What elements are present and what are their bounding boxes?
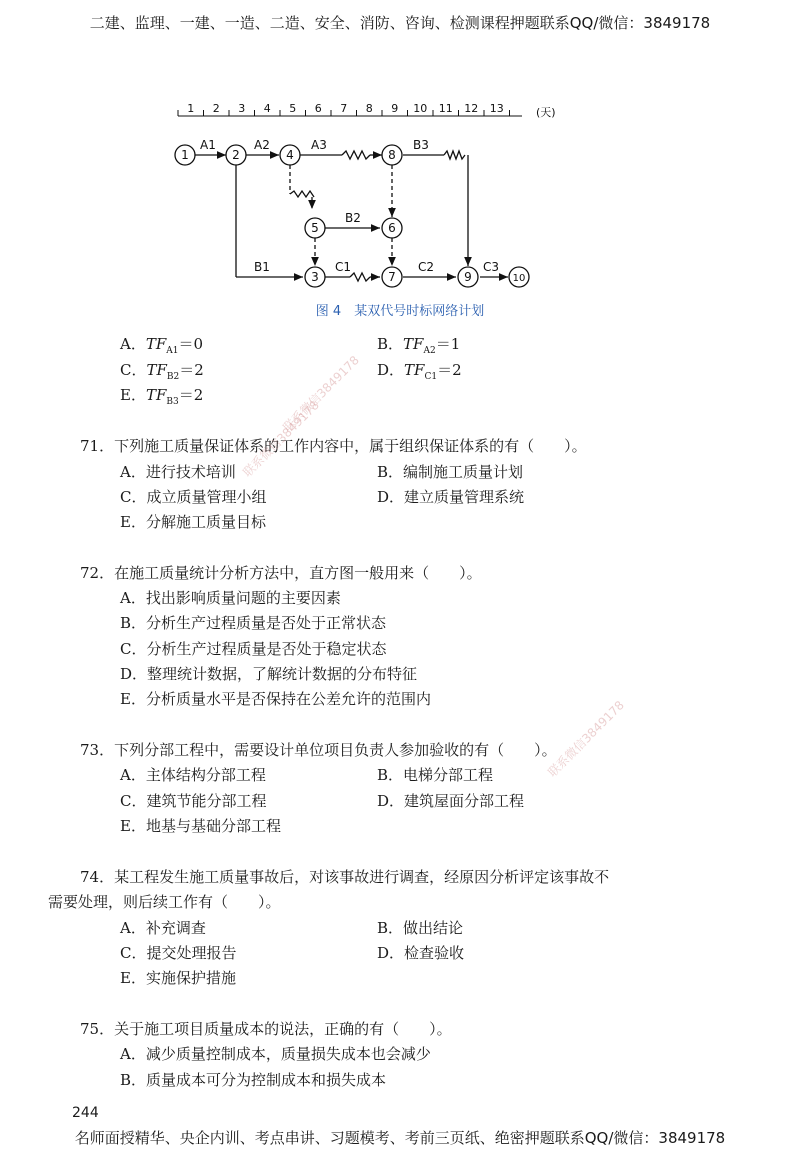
q71-stem: 71．下列施工质量保证体系的工作内容中，属于组织保证体系的有（ ）。 — [80, 437, 587, 455]
q70-option-e: E．$TF_{B3}=2$ — [120, 386, 204, 407]
figure-caption: 图 4 某双代号时标网络计划 — [315, 304, 485, 319]
edge-label-a3: A3 — [311, 138, 327, 152]
scale-number: 5 — [289, 102, 297, 115]
q74-stem-line2: 需要处理，则后续工作有（ ）。 — [48, 893, 281, 911]
watermark: 联系微信3849178 — [240, 398, 322, 480]
bottom-footer: 名师面授精华、央企内训、考点串讲、习题模考、考前三页纸、绝密押题联系QQ/微信：3849178 — [74, 1129, 726, 1147]
edge-label-c3: C3 — [483, 260, 500, 274]
q74-option-e: E．实施保护措施 — [120, 969, 236, 987]
svg-text:9: 9 — [464, 270, 472, 284]
q70-option-d: D．$TF_{C1}=2$ — [377, 361, 462, 382]
node-10 — [509, 267, 529, 287]
svg-text:3: 3 — [311, 270, 319, 284]
node-7 — [382, 267, 402, 287]
watermark: 联系微信3849178 — [280, 353, 362, 435]
scale-number: 8 — [365, 102, 373, 115]
svg-text:10: 10 — [512, 273, 526, 284]
scale-number: 4 — [263, 102, 271, 115]
time-scale — [178, 102, 556, 119]
node-2 — [226, 145, 246, 165]
svg-text:5: 5 — [311, 221, 319, 235]
top-header: 二建、监理、一建、一造、二造、安全、消防、咨询、检测课程押题联系QQ/微信：3849178 — [89, 14, 711, 32]
network-diagram — [160, 98, 640, 298]
q72-option-a: A．找出影响质量问题的主要因素 — [120, 589, 341, 607]
q73-option-b: B．电梯分部工程 — [377, 766, 494, 784]
scale-number: 10 — [413, 102, 428, 115]
edge-label-a2: A2 — [254, 138, 270, 152]
node-1 — [175, 145, 195, 165]
q72-option-e: E．分析质量水平是否保持在公差允许的范围内 — [120, 690, 431, 708]
edge-label-b3: B3 — [413, 138, 429, 152]
edge-label-b2: B2 — [345, 211, 361, 225]
svg-text:2: 2 — [232, 148, 240, 162]
scale-number: 2 — [212, 102, 220, 115]
watermark: 联系微信3849178 — [545, 698, 627, 780]
q74-stem-line1: 74．某工程发生施工质量事故后，对该事故进行调查，经原因分析评定该事故不 — [80, 868, 610, 886]
node-3 — [305, 267, 325, 287]
q74-option-d: D．检查验收 — [377, 944, 465, 962]
q73-option-d: D．建筑屋面分部工程 — [377, 792, 525, 810]
q70-option-c: C．$TF_{B2}=2$ — [120, 361, 204, 382]
svg-text:7: 7 — [388, 270, 396, 284]
q71-option-c: C．成立质量管理小组 — [120, 488, 267, 506]
q71-option-e: E．分解施工质量目标 — [120, 513, 266, 531]
node-9 — [458, 267, 478, 287]
edge-label-c1: C1 — [335, 260, 352, 274]
svg-text:4: 4 — [286, 148, 294, 162]
node-4 — [280, 145, 300, 165]
q71-option-a: A．进行技术培训 — [120, 463, 236, 481]
q73-option-c: C．建筑节能分部工程 — [120, 792, 267, 810]
scale-number: 1 — [187, 102, 195, 115]
q74-option-b: B．做出结论 — [377, 919, 464, 937]
edge-label-b1: B1 — [254, 260, 270, 274]
q73-option-a: A．主体结构分部工程 — [120, 766, 266, 784]
svg-text:1: 1 — [181, 148, 189, 162]
q75-stem: 75．关于施工项目质量成本的说法，正确的有（ ）。 — [80, 1020, 452, 1038]
edge-label-a1: A1 — [200, 138, 216, 152]
node-6 — [382, 218, 402, 238]
q72-option-d: D．整理统计数据，了解统计数据的分布特征 — [120, 665, 418, 683]
q70-option-b: B．$TF_{A2}=1$ — [377, 335, 461, 356]
node-8 — [382, 145, 402, 165]
scale-number: 9 — [391, 102, 399, 115]
scale-unit: (天) — [536, 106, 556, 119]
page-number: 244 — [72, 1105, 99, 1121]
q70-option-a: A．$TF_{A1}=0$ — [120, 335, 204, 356]
scale-number: 12 — [464, 102, 479, 115]
scale-number: 3 — [238, 102, 246, 115]
q72-stem: 72．在施工质量统计分析方法中，直方图一般用来（ ）。 — [80, 564, 482, 582]
q73-stem: 73．下列分部工程中，需要设计单位项目负责人参加验收的有（ ）。 — [80, 741, 557, 759]
node-5 — [305, 218, 325, 238]
q74-option-c: C．提交处理报告 — [120, 944, 237, 962]
svg-text:6: 6 — [388, 221, 396, 235]
scale-number: 11 — [438, 102, 453, 115]
edge-label-c2: C2 — [418, 260, 435, 274]
q72-option-b: B．分析生产过程质量是否处于正常状态 — [120, 614, 387, 632]
scale-number: 13 — [489, 102, 504, 115]
q73-option-e: E．地基与基础分部工程 — [120, 817, 281, 835]
q71-option-b: B．编制施工质量计划 — [377, 463, 524, 481]
svg-text:8: 8 — [388, 148, 396, 162]
q75-option-a: A．减少质量控制成本，质量损失成本也会减少 — [120, 1045, 431, 1063]
scale-number: 7 — [340, 102, 348, 115]
q71-option-d: D．建立质量管理系统 — [377, 488, 525, 506]
q72-option-c: C．分析生产过程质量是否处于稳定状态 — [120, 640, 387, 658]
q75-option-b: B．质量成本可分为控制成本和损失成本 — [120, 1071, 387, 1089]
scale-number: 6 — [314, 102, 322, 115]
q74-option-a: A．补充调查 — [120, 919, 206, 937]
